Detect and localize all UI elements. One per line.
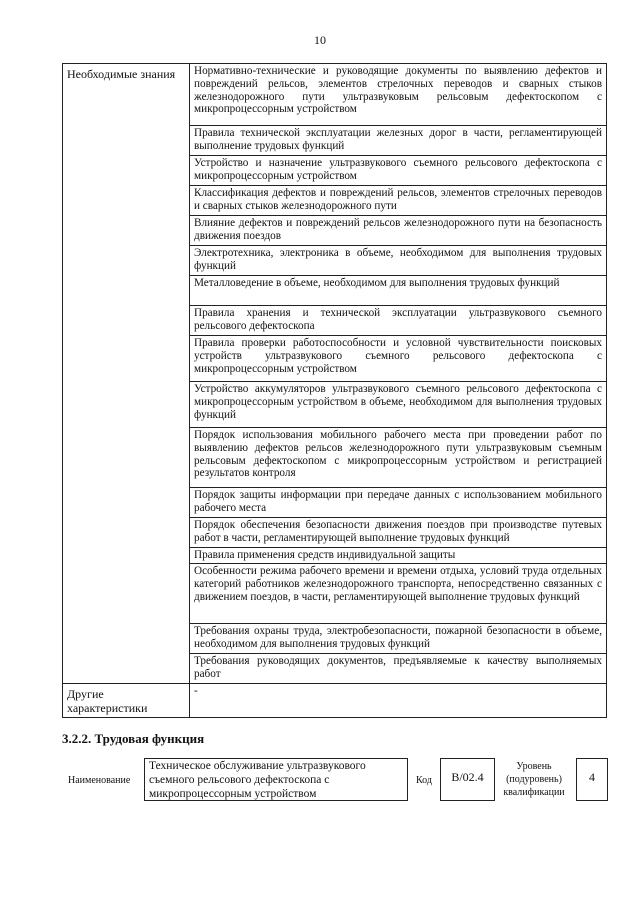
knowledge-item: Требования руководящих документов, предъявляемые к качеству выполняемых работ xyxy=(190,654,607,684)
page-number: 10 xyxy=(314,33,326,47)
knowledge-item: Классификация дефектов и повреждений рельсов, элементов стрелочных переводов и сварных стыков железнодорожного пути xyxy=(190,186,607,216)
knowledge-item: Порядок обеспечения безопасности движения поездов при производстве путевых работ в части, регламентирующей выполнение трудовых функций xyxy=(190,518,607,548)
table-row xyxy=(63,64,607,126)
name-label: Наименование xyxy=(68,775,131,786)
knowledge-item: Требования охраны труда, электробезопасности, пожарной безопасности в объеме, необходимом для выполнения трудовых функций xyxy=(190,624,607,654)
other-characteristics-value: - xyxy=(190,684,607,718)
qualification-level-label: Уровень (подуровень) квалификации xyxy=(503,761,565,798)
knowledge-item: Правила хранения и технической эксплуатации ультразвукового съемного рельсового дефектоскопа xyxy=(190,306,607,336)
knowledge-item: Металловедение в объеме, необходимом для выполнения трудовых функций xyxy=(190,276,607,306)
knowledge-item: Особенности режима рабочего времени и времени отдыха, условий труда отдельных категорий работников железнодорожного транспорта, непосредственно связанных с движением поездов, в части, регламентирующей выполнение трудовых функций xyxy=(190,564,607,624)
knowledge-item: Порядок защиты информации при передаче данных с использованием мобильного рабочего места xyxy=(190,488,607,518)
qualification-level-box: 4 xyxy=(576,758,608,801)
function-name-box: Техническое обслуживание ультразвукового съемного рельсового дефектоскопа с микропроцессорным устройством xyxy=(144,758,408,801)
code-label: Код xyxy=(416,775,432,786)
knowledge-item: Влияние дефектов и повреждений рельсов железнодорожного пути на безопасность движения поездов xyxy=(190,216,607,246)
other-characteristics-label: Другие характеристики xyxy=(63,684,190,718)
knowledge-item: Порядок использования мобильного рабочего места при проведении работ по выявлению дефектов рельсов железнодорожного пути ультразвуковым съемным рельсовым дефектоскопом с микропроцессорным устройством и регистрацией результатов контроля xyxy=(190,428,607,488)
required-knowledge-label: Необходимые знания xyxy=(63,64,190,684)
knowledge-item: Нормативно-технические и руководящие документы по выявлению дефектов и повреждений рельсов, элементов стрелочных переводов и сварных стыков железнодорожного пути ультразвуковым рельсовым дефектоскопом с микропроцессорным устройством xyxy=(190,64,607,126)
knowledge-item: Правила применения средств индивидуальной защиты xyxy=(190,548,607,564)
knowledge-item: Устройство аккумуляторов ультразвукового съемного рельсового дефектоскопа с микропроцессорным устройством в объеме, необходимом для выполнения трудовых функций xyxy=(190,382,607,428)
section-heading: 3.2.2. Трудовая функция xyxy=(62,731,205,746)
code-box: B/02.4 xyxy=(440,758,495,801)
knowledge-item: Правила технической эксплуатации железных дорог в части, регламентирующей выполнение трудовых функций xyxy=(190,126,607,156)
knowledge-item: Устройство и назначение ультразвукового съемного рельсового дефектоскопа с микропроцессорным устройством xyxy=(190,156,607,186)
knowledge-item: Правила проверки работоспособности и условной чувствительности поисковых устройств ультразвукового съемного рельсового дефектоскопа с микропроцессорным устройством xyxy=(190,336,607,382)
knowledge-item: Электротехника, электроника в объеме, необходимом для выполнения трудовых функций xyxy=(190,246,607,276)
knowledge-table xyxy=(62,63,607,718)
table-row xyxy=(63,684,607,718)
